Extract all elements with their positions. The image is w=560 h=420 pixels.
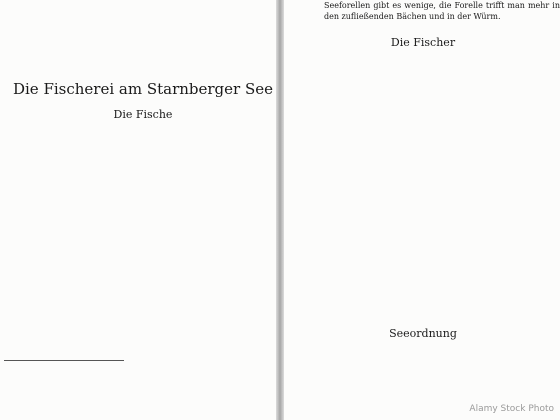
footnote-rule xyxy=(4,360,124,361)
left-page xyxy=(0,0,276,420)
watermark: Alamy Stock Photo xyxy=(469,404,554,414)
right-page xyxy=(284,0,560,420)
section-heading-seeordnung: Seeordnung xyxy=(389,327,457,340)
book-title: Die Fischerei am Starnberger See xyxy=(12,80,274,98)
book-gutter xyxy=(276,0,284,420)
section-heading-fischer: Die Fischer xyxy=(390,36,456,49)
right-opening-paragraph: Seeforellen gibt es wenige, die Forelle trifft man mehr in den zufließenden Bächen und in der Würm. xyxy=(324,1,560,22)
section-heading-fische: Die Fische xyxy=(113,108,173,121)
